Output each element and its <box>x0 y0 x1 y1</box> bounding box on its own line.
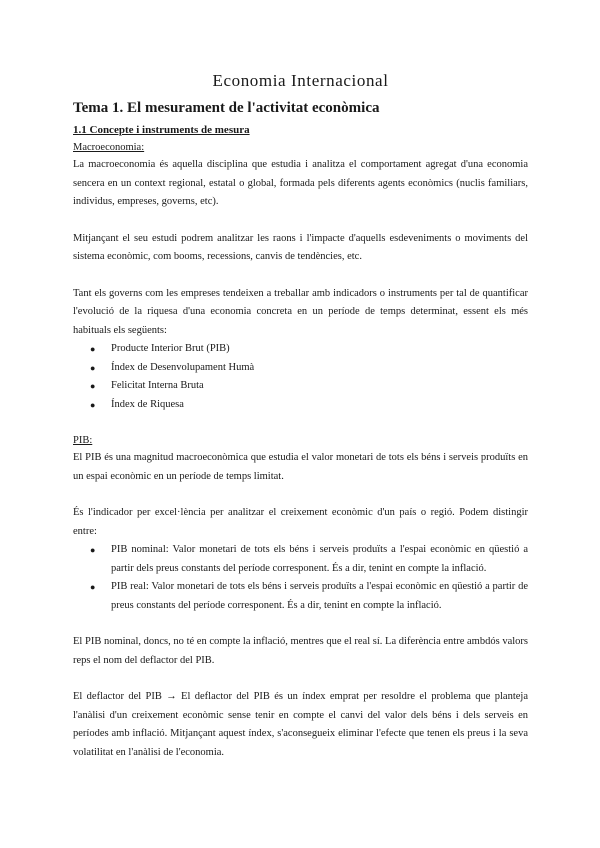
indicators-list <box>73 340 528 414</box>
bullet-icon: ● <box>90 362 96 373</box>
paragraph-gap <box>73 267 528 285</box>
chapter-title: Tema 1. El mesurament de l'activitat econòmica <box>73 100 380 116</box>
paragraph-gap <box>73 615 528 633</box>
pib-label: PIB: <box>73 435 93 446</box>
bullet-icon: ● <box>90 399 96 410</box>
section-title: 1.1 Concepte i instruments de mesura <box>73 124 250 136</box>
pib-deflator: El deflactor del PIB → El deflactor del PIB és un índex emprat per resoldre el problema que planteja l'anàlisi d'un creixement econòmic sense tenir en compte el canvi del valor dels béns i dels serveis en períodes amb inflació. Mitjançant aquest índex, s'aconsegueix eliminar l'efecte que tenen els preus i la seva volatilitat en l'anàlisi de l'economia. <box>73 691 528 758</box>
bullet-icon: ● <box>90 545 96 555</box>
paragraph-gap <box>73 486 528 504</box>
macroeconomia-label: Macroeconomia: <box>73 142 145 153</box>
macroeconomia-analysis: Mitjançant el seu estudi podrem analitzar les raons i l'impacte d'aquells esdeveniments o moviments del sistema econòmic, com booms, recessions, canvis de tendències, etc. <box>73 232 528 262</box>
paragraph-gap <box>73 670 528 688</box>
paragraph-gap <box>73 414 528 432</box>
list-item: ● Índex de Riquesa <box>73 396 528 415</box>
list-item: ● Índex de Desenvolupament Humà <box>73 359 528 378</box>
list-item: ● Producte Interior Brut (PIB) <box>73 340 528 359</box>
macroeconomia-definition: La macroeconomia és aquella disciplina que estudia i analitza el comportament agregat d'una economia sencera en un context regional, estatal o global, formada pels diferents agents econòmics (nuclis familiars, individus, empreses, governs, etc). <box>73 159 528 207</box>
pib-indicator-intro: És l'indicador per excel·lència per analitzar el creixement econòmic d'un país o regió. Podem distingir entre: <box>73 507 528 537</box>
document-title: Economia Internacional <box>212 71 389 90</box>
indicators-intro: Tant els governs com les empreses tendeixen a treballar amb indicadors o instruments per tal de quantificar l'evolució de la riquesa d'una economia concreta en un període de temps determinat, essent els més habituals els següents: <box>73 287 528 336</box>
bullet-icon: ● <box>90 582 96 592</box>
bullet-icon: ● <box>90 344 96 354</box>
list-item: ● Felicitat Interna Bruta <box>73 377 528 396</box>
pib-nominal-vs-real: El PIB nominal, doncs, no té en compte la inflació, mentres que el real sí. La diferència entre ambdós valors reps el nom del deflactor del PIB. <box>73 636 528 666</box>
list-item: ● PIB nominal: Valor monetari de tots els béns i serveis produïts a l'espai econòmic en qüestió a partir dels preus constants del període corresponent. És a dir, tenint en compte la inflació. <box>73 541 528 578</box>
pib-types-list <box>73 541 528 615</box>
list-item: ● PIB real: Valor monetari de tots els béns i serveis produïts a l'espai econòmic en qüestió a partir de preus constants del període corresponent. És a dir, tenint en compte la inflació. <box>73 578 528 615</box>
pib-definition: El PIB és una magnitud macroeconòmica que estudia el valor monetari de tots els béns i serveis produïts en un espai econòmic en un període de temps limitat. <box>73 452 528 482</box>
paragraph-gap <box>73 212 528 230</box>
bullet-icon: ● <box>90 381 96 391</box>
